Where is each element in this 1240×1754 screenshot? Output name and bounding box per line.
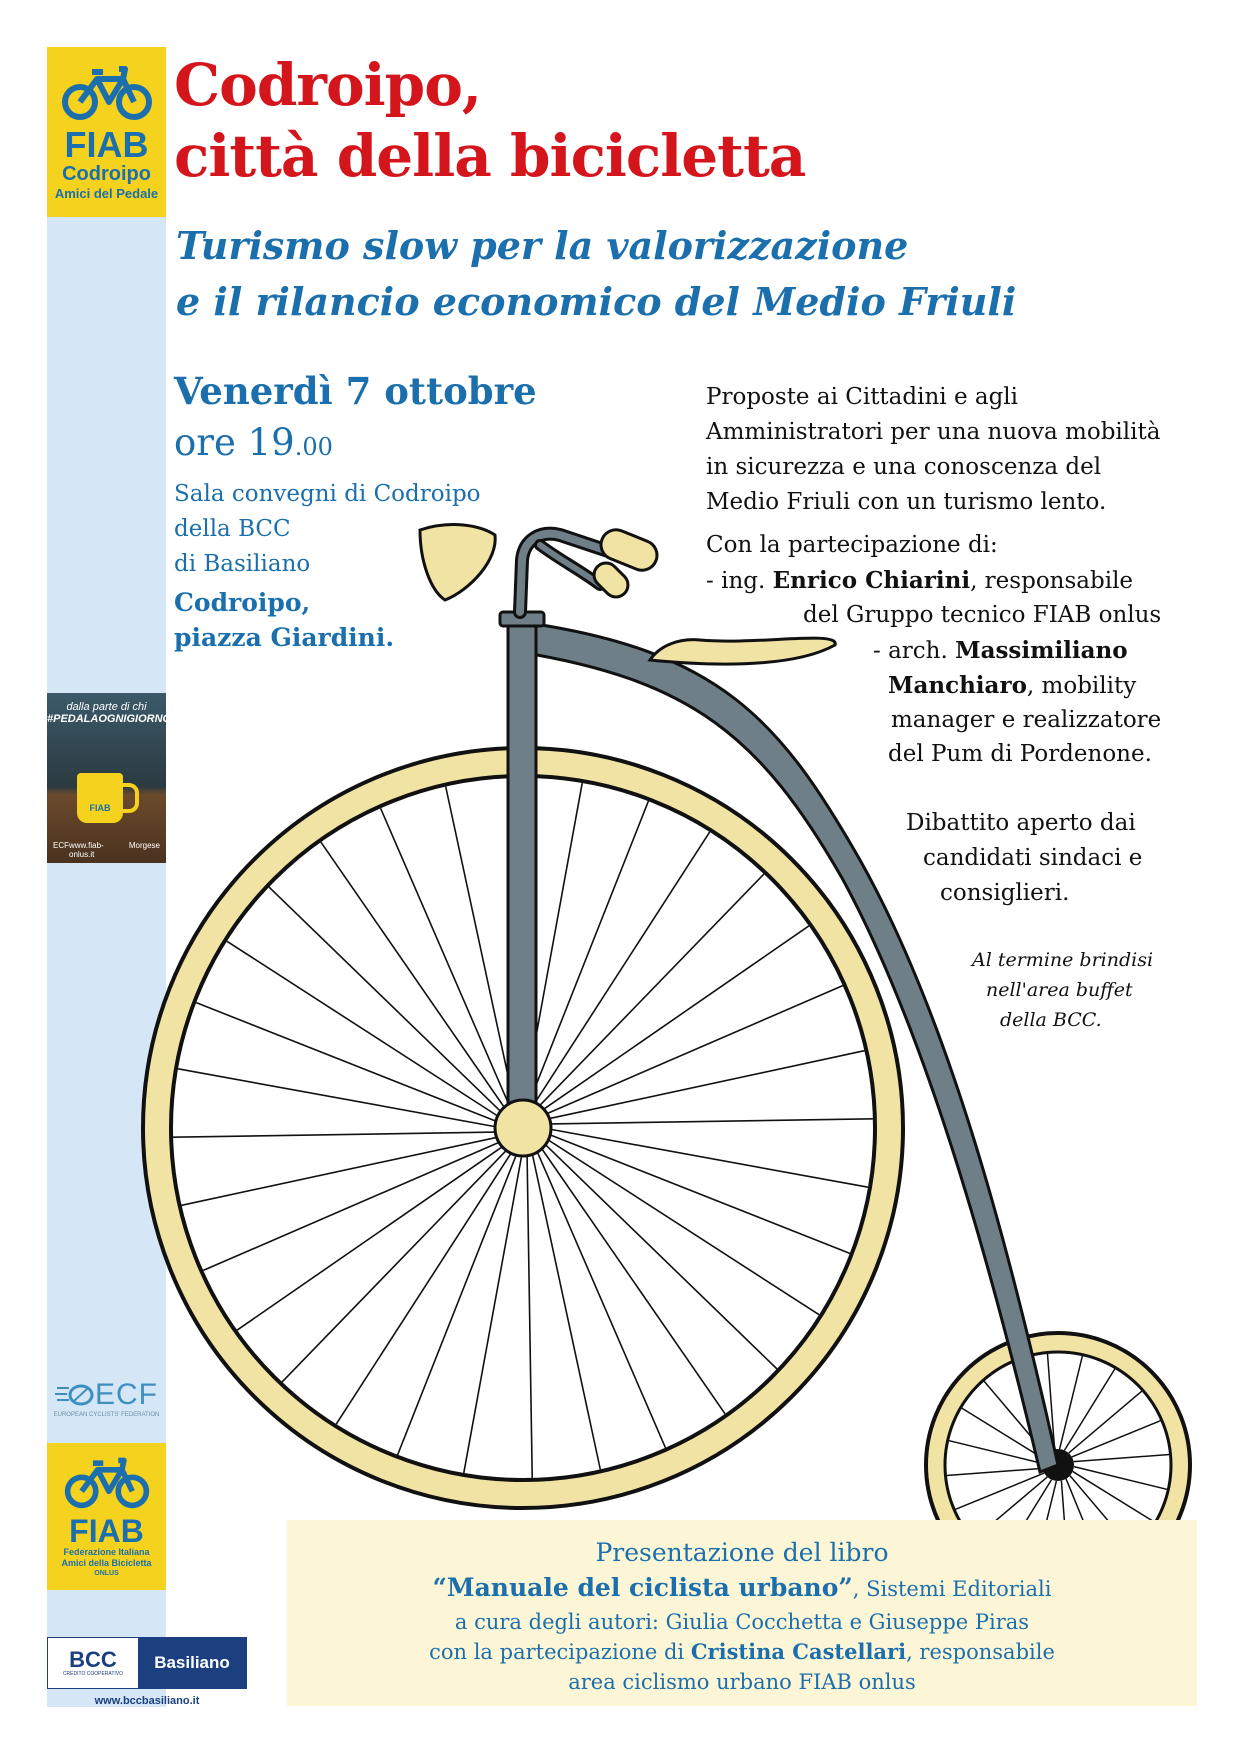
debate-line2: candidati sindaci e bbox=[923, 845, 1143, 871]
place-line: piazza Giardini. bbox=[174, 623, 395, 652]
intro-line: in sicurezza e una conoscenza del bbox=[706, 454, 1102, 480]
mug-label: FIAB bbox=[89, 803, 111, 813]
speaker1-role-line2: del Gruppo tecnico FIAB onlus bbox=[803, 602, 1162, 628]
closing-line3: della BCC. bbox=[1000, 1009, 1102, 1031]
front-hub bbox=[495, 1100, 551, 1156]
subtitle-line1: Turismo slow per la valorizzazione bbox=[176, 223, 909, 268]
intro-line: Amministratori per una nuova mobilità bbox=[706, 419, 1161, 445]
speaker2-last-name: Manchiaro bbox=[888, 672, 1027, 699]
speaker1-role: , responsabile bbox=[970, 568, 1134, 594]
speaker2-role-line3: del Pum di Pordenone. bbox=[888, 741, 1152, 767]
speaker2-line2 bbox=[888, 668, 1136, 704]
place-line: Codroipo, bbox=[174, 588, 311, 617]
event-time-hours: ore 19 bbox=[174, 421, 295, 464]
participation-intro: Con la partecipazione di: bbox=[706, 532, 998, 558]
event-place bbox=[174, 585, 394, 655]
fiab-onlus: ONLUS bbox=[94, 1570, 119, 1577]
poster-tagline: dalla parte di chi bbox=[66, 701, 147, 713]
fiab-fullname-line1: Federazione Italiana bbox=[63, 1547, 150, 1557]
book-heading: Presentazione del libro bbox=[595, 1538, 889, 1567]
closing-line2: nell'area buffet bbox=[986, 979, 1133, 1001]
seat bbox=[650, 638, 835, 664]
book-authors: a cura degli autori: Giulia Cocchetta e Giuseppe Piras bbox=[454, 1610, 1030, 1634]
speaker2-role-line2: manager e realizzatore bbox=[891, 707, 1162, 733]
speaker1 bbox=[706, 563, 1133, 599]
bcc-branch-name: Basiliano bbox=[154, 1653, 230, 1672]
poster-footer-left: ECF bbox=[53, 841, 69, 850]
speaker2 bbox=[873, 633, 1128, 669]
title-line2: città della bicicletta bbox=[174, 122, 806, 190]
venue-line: della BCC bbox=[174, 516, 291, 542]
speaker2-first-name: Massimiliano bbox=[955, 637, 1128, 664]
title-line1: Codroipo, bbox=[174, 51, 482, 119]
venue-line: Sala convegni di Codroipo bbox=[174, 481, 481, 507]
speaker1-name: Enrico Chiarini bbox=[772, 567, 971, 594]
book-presentation-box bbox=[287, 1520, 1197, 1706]
debate-line1: Dibattito aperto dai bbox=[906, 810, 1136, 836]
intro-line: Medio Friuli con un turismo lento. bbox=[706, 489, 1107, 515]
subtitle-line2: e il rilancio economico del Medio Friuli bbox=[176, 279, 1017, 324]
closing-line1: Al termine brindisi bbox=[972, 949, 1154, 971]
book-title-line bbox=[287, 1570, 1197, 1607]
poster-hashtag: #PEDALAOGNIGIORNO bbox=[47, 713, 172, 725]
book-guest-name: Cristina Castellari bbox=[690, 1639, 907, 1664]
fiab-fullname-line2: Amici della Bicicletta bbox=[61, 1558, 152, 1568]
book-guest-prefix: con la partecipazione di bbox=[429, 1640, 691, 1664]
book-title: “Manuale del ciclista urbano” bbox=[432, 1573, 853, 1602]
intro-line: Proposte ai Cittadini e agli bbox=[706, 384, 1019, 410]
book-guest bbox=[287, 1637, 1197, 1667]
ecf-tagline: EUROPEAN CYCLISTS' FEDERATION bbox=[53, 1412, 160, 1418]
speaker1-prefix: - ing. bbox=[706, 568, 773, 594]
bcc-subtitle: CREDITO COOPERATIVO bbox=[62, 1671, 124, 1677]
event-venue bbox=[174, 477, 481, 582]
fiab-city: Codroipo bbox=[62, 163, 151, 185]
book-guest-role-line2: area ciclismo urbano FIAB onlus bbox=[568, 1670, 916, 1694]
intro-paragraph bbox=[706, 380, 1160, 520]
bcc-wordmark: BCC bbox=[69, 1647, 117, 1672]
poster-footer-mid: www.fiab-onlus.it bbox=[69, 841, 104, 859]
fiab-wordmark: FIAB bbox=[69, 1513, 144, 1549]
fiab-wordmark: FIAB bbox=[64, 124, 149, 165]
book-guest-role: , responsabile bbox=[906, 1640, 1055, 1664]
event-date: Venerdì 7 ottobre bbox=[174, 369, 537, 413]
venue-line: di Basiliano bbox=[174, 551, 311, 577]
speaker2-prefix: - arch. bbox=[873, 638, 956, 664]
fiab-tagline: Amici del Pedale bbox=[54, 186, 159, 201]
event-time bbox=[174, 420, 333, 470]
ecf-wordmark: ECF bbox=[95, 1378, 158, 1411]
event-time-minutes: .00 bbox=[294, 433, 333, 461]
speaker2-role: , mobility bbox=[1026, 673, 1137, 699]
book-publisher: , Sistemi Editoriali bbox=[852, 1577, 1052, 1601]
poster-footer-right: Morgese bbox=[128, 841, 160, 850]
bcc-website-link[interactable]: www.bccbasiliano.it bbox=[94, 1695, 200, 1707]
debate-line3: consiglieri. bbox=[940, 880, 1070, 906]
